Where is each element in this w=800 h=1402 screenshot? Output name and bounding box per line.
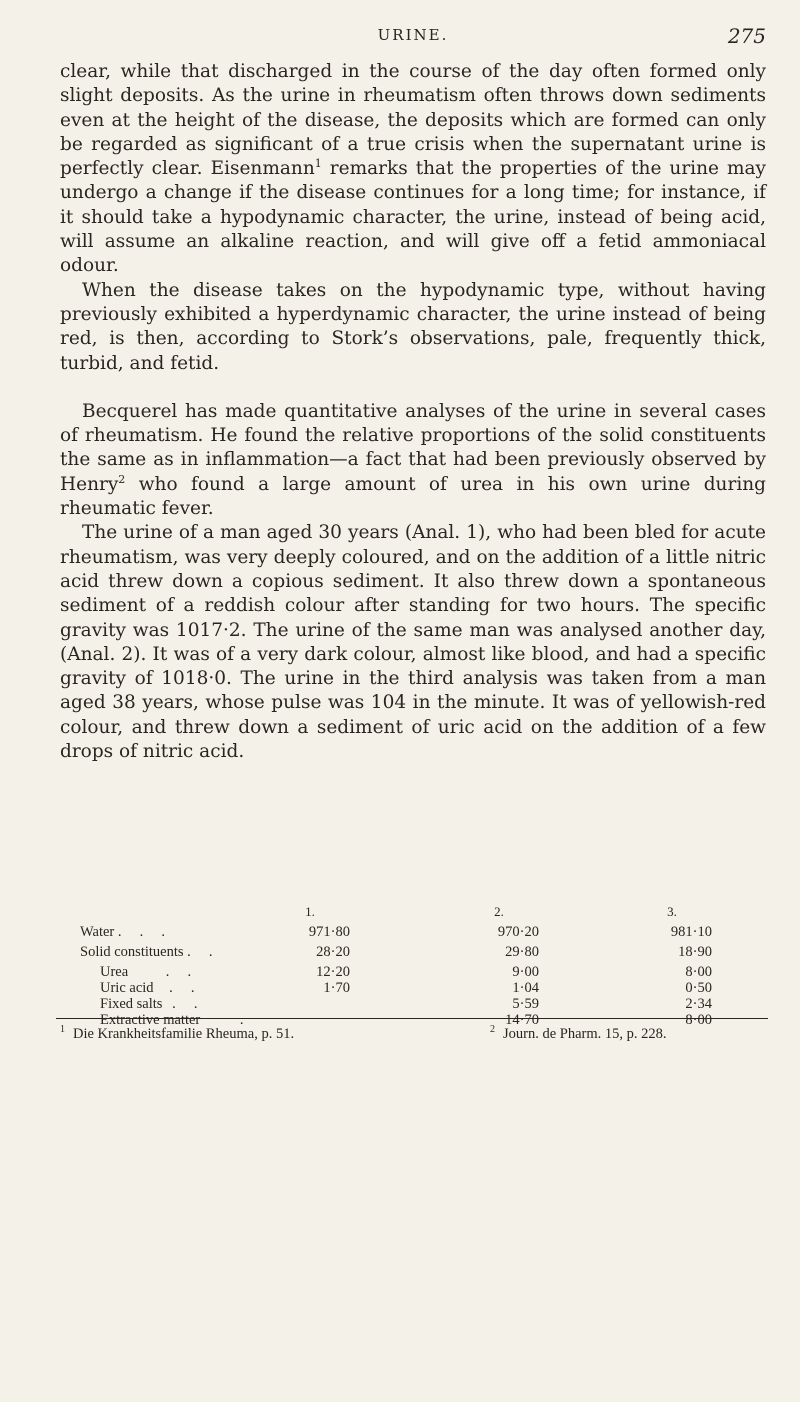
cell-value: 18·90 [678, 944, 712, 960]
paragraph-1-text-cont: remarks that the properties of the urine may undergo a change if the disease continues for a long time; for instance, if it should take a hypodynamic character, the urine, instead of being acid, will assume an alkaline reaction, and will give off a fetid ammoniacal odour. [60, 158, 767, 277]
paragraph-2: When the disease takes on the hypodynamic type, without having previously exhibited a hyperdynamic character, the urine instead of being red, is then, according to Stork’s observations, pale, frequently thick, turbid, and fetid. [60, 279, 766, 374]
cell-value: 9·00 [512, 964, 539, 980]
cell-value: 970·20 [497, 924, 539, 940]
paragraph-3-text: Becquerel has made quantitative analyses of the urine in several cases of rheumatism. He found the relative proportions of the solid constituents the same as in inflammation—a fact that had been previously observed by Henry [60, 400, 766, 495]
column-header: 1. [305, 904, 315, 919]
footnote-1 [60, 1024, 294, 1043]
cell-value: 2·34 [685, 996, 712, 1012]
row-label: Fixed salts . . [100, 996, 198, 1012]
paragraph-1 [60, 60, 766, 279]
analysis-table [60, 904, 766, 1030]
footnote-2 [490, 1024, 667, 1043]
row-label: Urea . . [100, 964, 192, 980]
cell-value: 12·20 [316, 964, 350, 980]
footnote-ref-1: 1 [314, 157, 322, 171]
cell-value: 28·20 [316, 944, 350, 960]
cell-value: 1·70 [323, 980, 350, 996]
footnote-ref-2: 2 [118, 472, 126, 486]
footnote-mark: 1 [60, 1024, 65, 1035]
row-label: Extractive matter . [100, 1012, 244, 1028]
table-header-row [60, 904, 766, 922]
footnote-divider [56, 1018, 768, 1019]
page-number: 275 [727, 24, 766, 48]
row-label: Uric acid . . [100, 980, 195, 996]
paragraph-3 [60, 400, 766, 521]
running-head: URINE. [377, 26, 449, 44]
cell-value: 8·00 [685, 1012, 712, 1028]
column-header: 3. [667, 904, 677, 919]
footnote-text: Journ. de Pharm. 15, p. 228. [503, 1025, 667, 1042]
paragraph-4: The urine of a man aged 30 years (Anal. 1), who had been bled for acute rheumatism, was very deeply coloured, and on the addition of a little nitric acid threw down a copious sediment. It also threw down a spontaneous sediment of a reddish colour after standing for two hours. The specific gravity was 1017·2. The urine of the same man was analysed another day, (Anal. 2). It was of a very dark colour, almost like blood, and had a specific gravity of 1018·0. The urine in the third analysis was taken from a man aged 38 years, whose pulse was 104 in the minute. It was of yellowish-red colour, and threw down a sediment of uric acid on the addition of a few drops of nitric acid. [60, 522, 766, 763]
cell-value: 29·80 [505, 944, 539, 960]
table-row [60, 944, 766, 962]
page-header [60, 22, 766, 52]
row-label: Solid constituents . . [80, 944, 213, 960]
cell-value: 0·50 [685, 980, 712, 996]
cell-value: 981·10 [670, 924, 712, 940]
paragraph-1-text: clear, while that discharged in the course of the day often formed only slight deposits. As the urine in rheumatism often throws down sediments even at the height of the disease, the deposits which are formed can only be regarded as significant of a true crisis when the supernatant urine is perfectly clear. Eisenmann [60, 61, 766, 180]
row-label: Water . . . [80, 924, 166, 940]
cell-value: 5·59 [512, 996, 539, 1012]
cell-value: 1·04 [512, 980, 539, 996]
body-text [60, 60, 766, 764]
footnote-mark: 2 [490, 1024, 495, 1035]
paragraph-3-text-cont: who found a large amount of urea in his own urine during rheumatic fever. [60, 473, 766, 520]
cell-value: 14·70 [505, 1012, 539, 1028]
table-row [60, 924, 766, 942]
cell-value: 971·80 [308, 924, 350, 940]
column-header: 2. [494, 904, 504, 919]
cell-value: 8·00 [685, 964, 712, 980]
footnote-text: Die Krankheitsfamilie Rheuma, p. 51. [73, 1025, 295, 1042]
